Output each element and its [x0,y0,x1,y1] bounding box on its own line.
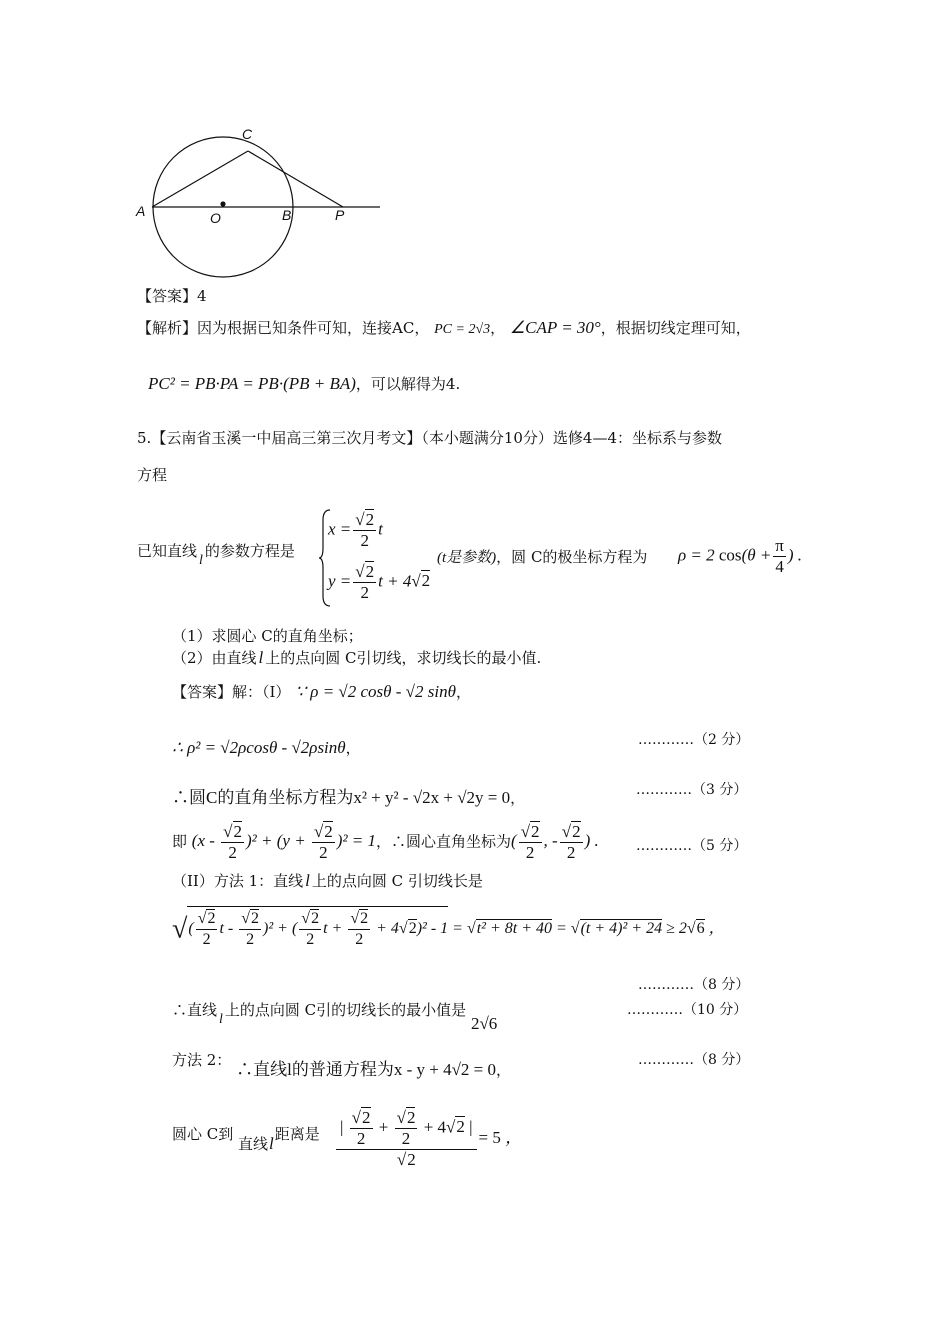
conclusion-value: 2√6 [470,1014,498,1033]
method1-var: l [305,871,310,890]
method2-head: 方法 2： [172,1051,232,1069]
method2-eq: ∴直线l的普通方程为x - y + 4√2 = 0 [236,1060,496,1079]
title-wrap: 方程 [137,466,168,484]
part-1 [172,626,363,646]
part-2 [172,648,541,668]
analysis-text: 因为根据已知条件可知，连接AC， [197,319,430,337]
label-o: O [210,210,221,226]
score-2: …………（2 分） [638,732,750,748]
score-8a: …………（8 分） [638,977,750,993]
score-3: …………（3 分） [636,782,748,798]
step-i4-mid: ，∴圆心直角坐标为 [376,832,512,851]
answer-label: 【答案】 [137,287,198,305]
score-8b: …………（8 分） [638,1052,750,1068]
param-eq-y: y = $\frac{√2}{2}$ t + 4√2 [328,562,431,602]
answer-value: 4 [197,287,207,305]
conclusion-prefix: ∴直线 [172,1001,218,1019]
score-10: …………（10 分） [627,1002,748,1018]
label-c: C [242,126,253,142]
statement-mid-text: 的参数方程是 [204,542,295,560]
problem5-heading [137,428,722,448]
tangent-length-expression: √( $\frac{√2}{2}$ t - $\frac{√2}{2}$ )² + ( $\frac{√2}{2}$ t + $\frac{√2}{2}$ + 4√2)² - 1 = √t² + 8t + 40 = √(t + 4)² + 24 ≥ 2√6 ， [172,906,725,950]
dist-var: l [269,1134,274,1153]
dist-mid: 距离是 [274,1125,320,1143]
pc-equation: PC = 2√3 [434,322,491,337]
answer-head: 【答案】解：（I） [172,683,291,701]
param-eq-x: x = $\frac{√2}{2}$ t [328,510,383,550]
label-b: B [282,207,292,223]
problem-source: 【云南省玉溪一中届高三第三次月考文】 [151,429,422,447]
statement-prefix-text: 已知直线 [137,542,198,560]
score-5: …………（5 分） [636,838,748,854]
line-var: l [199,553,203,568]
problem5-heading-wrap [137,465,167,485]
points-note: （本小题满分10分）选修4—4：坐标系与参数 [421,429,723,447]
problem-number: 5. [137,429,152,447]
dist-line: 直线 [238,1135,269,1153]
method2-line: 方法 2： ∴直线l的普通方程为x - y + 4√2 = 0， [172,1051,511,1079]
step-i2: ∴ ρ² = √2ρcosθ - √2ρsinθ [172,738,346,757]
label-a: A [136,203,146,219]
power-line-4 [148,374,460,394]
conclusion-line [172,1000,498,1033]
tangent-cp [248,151,343,207]
distance-line [172,1124,320,1153]
conclusion-mid: 上的点向圆 C引的切线长的最小值是 [224,1001,467,1019]
part2-tail: 上的点向圆 C引切线，求切线长的最小值. [265,649,542,667]
segment-ac [152,151,248,207]
part2-text: （2）由直线 [172,649,257,667]
conclusion-4: ，可以解得为4. [355,375,461,393]
step-i4-prefix: 即 [172,832,188,851]
step-i1: ∵ ρ = √2 cosθ - √2 sinθ [295,682,456,701]
answer-head-line: 【答案】解：（I） ∵ ρ = √2 cosθ - √2 sinθ， [172,682,471,701]
circle-tangent-figure [130,120,390,280]
power-equation: PC² = PB·PA = PB·(PB + BA) [148,374,356,393]
analysis-label: 【解析】 [137,319,198,337]
label-p: P [335,207,345,223]
dist-prefix: 圆心 C到 [172,1125,234,1143]
distance-fraction: | $\frac{√2}{2}$ + $\frac{√2}{2}$ + 4√2 | √2 = 5 ， [334,1108,522,1170]
analysis-tail: ，根据切线定理可知， [600,319,751,337]
step-i4-line: 即 (x - $\frac{√2}{2}$ )² + (y + $\frac{√2}{2}$ )² = 1，∴圆心直角坐标为( $\frac{√2}{2}$ , - $\frac{√2}{2}$ ) . [172,822,599,862]
center-dot [220,201,225,206]
answer-line-4 [137,286,207,306]
param-note: (t是参数) [437,550,497,566]
method1-line [172,871,483,891]
dist-result: = 5 [478,1127,501,1147]
circle-text: ，圆 C的极坐标方程为 [496,548,648,566]
part2-var: l [258,648,264,667]
step-i3: ∴圆C的直角坐标方程为x² + y² - √2x + √2y = 0 [172,788,511,807]
step-i2-line: ∴ ρ² = √2ρcosθ - √2ρsinθ， [172,738,361,757]
polar-equation: ρ = 2 cos(θ + $\frac{\pi}{4}$ ) . [678,536,803,576]
step-i3-line: ∴圆C的直角坐标方程为x² + y² - √2x + √2y = 0， [172,788,526,807]
method1-head: （II）方法 1：直线 [172,872,304,890]
analysis-line-4: 【解析】因为根据已知条件可知，连接AC， PC = 2√3， ∠CAP = 30°，根据切线定理可知， [137,318,751,337]
param-note-line [437,547,647,568]
part1-text: （1）求圆心 C的直角坐标； [172,627,363,645]
conclusion-var: l [219,1012,223,1027]
statement-prefix [137,541,295,568]
angle-equation: ∠CAP = 30° [509,318,601,337]
method1-tail: 上的点向圆 C 引切线长是 [311,872,483,890]
